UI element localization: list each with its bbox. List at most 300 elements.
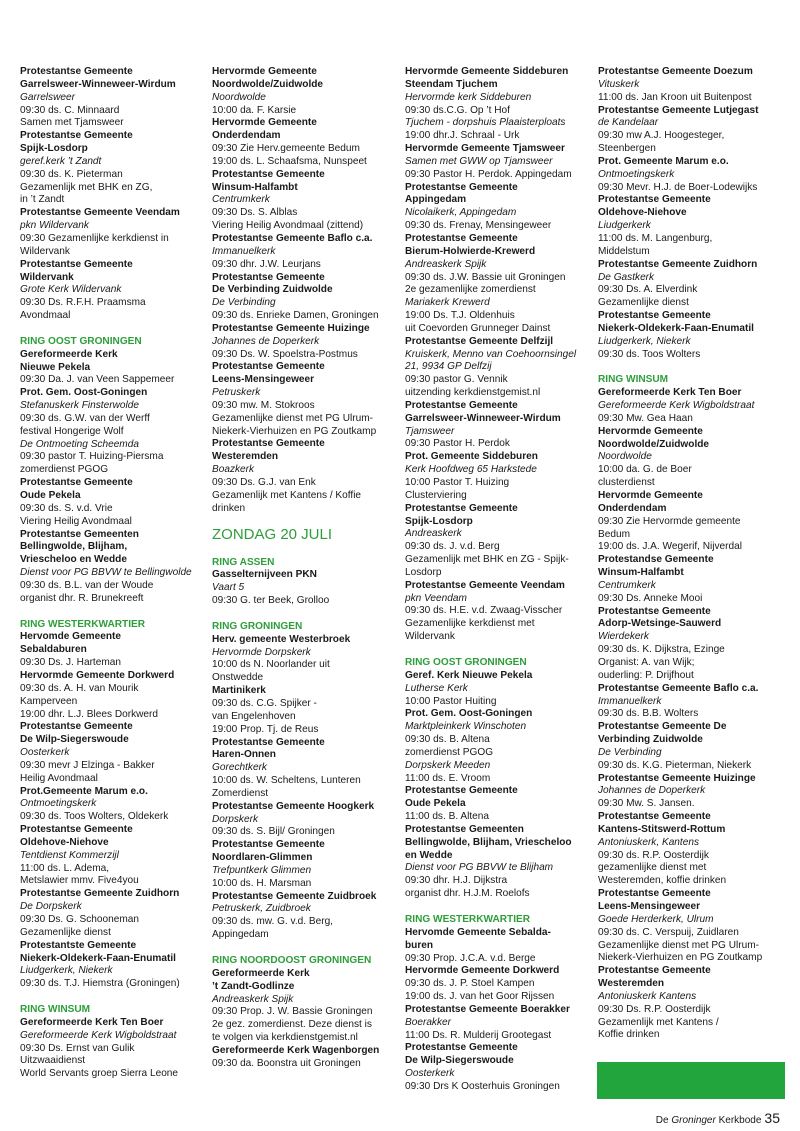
congregation-heading: Protestantse Gemeente	[20, 130, 133, 142]
text-line: Gezamenlijke dienst	[598, 297, 689, 309]
text-line: 09:30 ds. H.E. v.d. Zwaag-Visscher	[405, 605, 563, 617]
congregation-heading: Protestantse Gemeente	[405, 1042, 518, 1054]
text-line: 09:30 ds. K. Pieterman	[20, 168, 123, 180]
church-location: Goede Herderkerk, Ulrum	[598, 913, 714, 925]
congregation-heading: Garrelsweer-Winneweer-Wirdum	[405, 412, 561, 424]
text-line: Steenbergen	[598, 143, 656, 155]
text-line: 09:30 ds. K.G. Pieterman, Niekerk	[598, 759, 752, 771]
congregation-heading: Protestantse Gemeente	[598, 965, 711, 977]
text-line: 19:00 dhr.J. Schraal - Urk	[405, 130, 520, 142]
congregation-heading: buren	[405, 939, 434, 951]
congregation-heading: Protestantse Gemeente	[212, 361, 325, 373]
congregation-heading: Protestantse Gemeente	[405, 181, 518, 193]
text-line: 09:30 ds. T.J. Hiemstra (Groningen)	[20, 978, 180, 990]
congregation-heading: Wildervank	[20, 271, 74, 283]
congregation-heading: Hervormde Gemeente	[212, 117, 317, 129]
congregation-heading: Protestantse Gemeente	[212, 839, 325, 851]
congregation-heading: Protestantse Gemeente	[20, 477, 133, 489]
text-line: 09:30 ds. Toos Wolters, Oldekerk	[20, 811, 169, 823]
text-line: 19:00 ds. J.A. Wegerif, Nijverdal	[598, 541, 742, 553]
ring-heading: RING WESTERKWARTIER	[405, 914, 531, 925]
congregation-heading: Gereformeerde Kerk Wagenborgen	[212, 1044, 380, 1056]
text-line: 09:30 Ds. Anneke Mooi	[598, 592, 703, 604]
footer-suffix: Kerkbode	[715, 1115, 762, 1126]
text-line: 09:30 ds. Frenay, Mensingeweer	[405, 220, 552, 232]
text-line: 09:30 Ds. G. Schooneman	[20, 914, 139, 925]
church-location: Nicolaikerk, Appingedam	[405, 207, 517, 219]
congregation-heading: Onderdendam	[598, 502, 667, 514]
text-line: 10:00 da. G. de Boer	[598, 464, 692, 476]
text-line: 09:30 ds. B. Altena	[405, 734, 490, 746]
text-line: 09:30 pastor G. Vennik	[405, 374, 508, 386]
church-location: Antoniuskerk Kantens	[598, 990, 697, 1002]
congregation-heading: Onderdendam	[212, 130, 281, 142]
text-line: Wildervank	[20, 245, 70, 257]
church-location: Oosterkerk	[405, 1068, 455, 1080]
text-line: Samen met Tjamsweer	[20, 117, 124, 129]
church-location: Dienst voor PG BBVW te Bellingwolde	[20, 567, 192, 579]
text-line: 09:30 Gezamenlijke kerkdienst in	[20, 232, 169, 244]
text-line: Gezamenlijk met Kantens / Koffie	[212, 489, 362, 501]
text-line: Viering Heilig Avondmaal (zittend)	[212, 220, 364, 232]
church-location: Stefanuskerk Finsterwolde	[20, 400, 139, 412]
church-location: Liudgerkerk	[598, 220, 651, 232]
congregation-heading: Protestantste Gemeente	[20, 939, 137, 951]
green-decorative-box	[597, 1062, 785, 1099]
congregation-heading: Protestantse Gemeente	[405, 399, 518, 411]
congregation-heading: Westeremden	[212, 451, 279, 463]
text-line: gezamenlijke dienst met	[598, 862, 707, 874]
text-line: 09:30 ds. B.B. Wolters	[598, 708, 699, 720]
text-line: 09:30 dhr. J.W. Leurjans	[212, 258, 321, 270]
church-location: pkn Wildervank	[20, 220, 89, 232]
text-line: Gezamenlijke kerkdienst met	[405, 618, 535, 630]
congregation-heading: Hervormde Gemeente Dorkwerd	[20, 669, 175, 681]
congregation-heading: Protestantse Gemeenten	[20, 528, 139, 540]
church-location: Liudgerkerk, Niekerk	[20, 965, 113, 977]
congregation-heading: Protestantse Gemeente Huizinge	[598, 772, 756, 784]
church-location: Wierdekerk	[598, 631, 649, 643]
column-2	[212, 66, 394, 1071]
church-location: Garrelsweer	[20, 91, 75, 103]
church-location: Vituskerk	[598, 78, 640, 90]
congregation-heading: Hervomde Gemeente Sebalda-	[405, 926, 551, 938]
church-location: Trefpuntkerk Glimmen	[212, 864, 312, 876]
text-line: 09:30 ds. C.G. Spijker -	[212, 697, 317, 709]
congregation-heading: Oldehove-Niehove	[20, 836, 109, 848]
church-location: Dienst voor PG BBVW te Blijham	[405, 862, 554, 874]
congregation-heading: Protestantse Gemeente Veendam	[20, 207, 180, 219]
church-location: geref.kerk ’t Zandt	[20, 155, 102, 167]
congregation-heading: Martinikerk	[212, 685, 266, 697]
text-line: 10:00 da. F. Karsie	[212, 104, 297, 116]
congregation-heading: Protestantse Gemeente	[212, 736, 325, 748]
church-location: Grote Kerk Wildervank	[20, 284, 122, 296]
text-line: Bedum	[598, 528, 630, 540]
text-line: 09:30 ds. G.W. van der Werff	[20, 412, 150, 424]
church-location: De Dorpskerk	[20, 901, 82, 913]
congregation-heading: Gasselternijveen PKN	[212, 569, 317, 581]
text-line: 09:30 Ds. G.J. van Enk	[212, 477, 316, 488]
text-line: Onstwedde	[212, 672, 264, 684]
congregation-heading: Protestantse Gemeente Veendam	[405, 579, 565, 591]
congregation-heading: Hervormde Gemeente	[598, 490, 703, 501]
text-line: World Servants groep Sierra Leone	[20, 1068, 179, 1080]
text-line: 11:00 ds. L. Adema,	[20, 862, 110, 874]
text-line: Gezamenlijke dienst	[20, 926, 111, 938]
congregation-heading: Sebaldaburen	[20, 644, 87, 656]
congregation-heading: De Wilp-Siegerswoude	[20, 734, 129, 746]
congregation-heading: Herv. gemeente Westerbroek	[212, 633, 351, 645]
congregation-heading: Bierum-Holwierde-Krewerd	[405, 245, 536, 257]
text-line: 09:30 ds. J. v.d. Berg	[405, 541, 500, 553]
congregation-heading: Protestantse Gemeente	[598, 310, 711, 322]
text-line: zomerdienst PGOG	[405, 746, 494, 758]
congregation-heading: Prot.Gemeente Marum e.o.	[20, 785, 148, 797]
text-line: Gezamenlijk met Kantens /	[598, 1016, 719, 1028]
text-line: Viering Heilig Avondmaal	[20, 515, 132, 527]
congregation-heading: Protestantse Gemeente	[212, 271, 325, 283]
church-location: Antoniuskerk, Kantens	[598, 836, 699, 848]
church-location: Noordwolde	[598, 451, 652, 463]
congregation-heading: Winsum-Halfambt	[598, 567, 684, 579]
congregation-heading: Protestantse Gemeente Doezum	[598, 66, 753, 77]
text-line: Westeremden, koffie drinken	[598, 875, 727, 887]
text-line: 09:30 Ds. J. Harteman	[20, 657, 121, 669]
column-4	[598, 66, 782, 1042]
congregation-heading: Protestandse Gemeente	[598, 554, 714, 566]
text-line: 11:00 ds. E. Vroom	[405, 772, 491, 784]
congregation-heading: Niekerk-Oldekerk-Faan-Enumatil	[20, 952, 176, 964]
church-location: Noordwolde	[212, 91, 266, 103]
ring-heading: RING GRONINGEN	[212, 620, 303, 632]
congregation-heading: Protestantse Gemeente Zuidhorn	[20, 888, 180, 900]
congregation-heading: Bellingwolde, Blijham,	[20, 541, 128, 553]
church-location: Petruskerk, Zuidbroek	[212, 903, 311, 915]
church-location: Vaart 5	[212, 582, 245, 594]
congregation-heading: Protestantse Gemeente Huizinge	[212, 322, 370, 334]
church-location: Dorpskerk	[212, 813, 258, 825]
text-line: 09:30 Zie Hervormde gemeente	[598, 515, 741, 527]
text-line: Losdorp	[405, 566, 442, 578]
text-line: 10:00 Pastor Huiting	[405, 695, 497, 707]
congregation-heading: De Wilp-Siegerswoude	[405, 1055, 514, 1067]
text-line: 09:30 Da. J. van Veen Sappemeer	[20, 374, 175, 386]
page-footer	[656, 1110, 780, 1126]
ring-heading: RING WESTERKWARTIER	[20, 618, 146, 630]
congregation-heading: Protestantse Gemeente	[405, 232, 518, 244]
church-location: Centrumkerk	[212, 194, 270, 206]
church-location: Boerakker	[405, 1016, 452, 1028]
date-heading: ZONDAG 20 JULI	[212, 525, 333, 543]
church-location: Gereformeerde Kerk Wigboldstraat	[20, 1029, 177, 1041]
text-line: 10:00 ds. H. Marsman	[212, 877, 312, 889]
congregation-heading: Protestantse Gemeente Boerakker	[405, 1003, 570, 1015]
text-line: Metslawier mmv. Five4you	[20, 875, 139, 887]
text-line: 09:30 Pastor H. Perdok	[405, 438, 510, 450]
text-line: Organist: A. van Wijk;	[598, 656, 695, 668]
text-line: Avondmaal	[20, 310, 71, 322]
church-location: Ontmoetingskerk	[598, 168, 675, 180]
text-line: 11:00 Ds. R. Mulderij Grootegast	[405, 1029, 552, 1041]
congregation-heading: Protestantse Gemeente Baflo c.a.	[212, 232, 373, 244]
text-line: Wildervank	[405, 631, 455, 643]
church-location: Johannes de Doperkerk	[598, 785, 706, 797]
ring-heading: RING WINSUM	[20, 1004, 91, 1016]
text-line: 19:00 ds. J. van het Goor Rijssen	[405, 991, 555, 1003]
text-line: 19:00 dhr. L.J. Blees Dorkwerd	[20, 708, 159, 720]
church-location: Petruskerk	[212, 387, 261, 399]
text-line: 10:00 Pastor T. Huizing	[405, 477, 510, 488]
text-line: van Engelenhoven	[212, 710, 296, 722]
text-line: uitzending kerkdienstgemist.nl	[405, 387, 541, 399]
text-line: clusterdienst	[598, 477, 655, 489]
church-location: Kruiskerk, Menno van Coehoornsingel	[405, 348, 577, 360]
congregation-heading: Protestantse Gemeente	[598, 194, 711, 206]
congregation-heading: Gereformeerde Kerk	[212, 967, 310, 979]
text-line: 09:30 ds. C. Verspuij, Zuidlaren	[598, 926, 739, 938]
text-line: 09:30 Ds. R.F.H. Praamsma	[20, 297, 146, 309]
congregation-heading: Protestantse Gemeente	[20, 258, 133, 270]
text-line: 09:30 Ds. R.P. Oosterdijk	[598, 1003, 711, 1015]
congregation-heading: Protestantse Gemeenten	[405, 823, 524, 835]
text-line: Heilig Avondmaal	[20, 772, 98, 784]
text-line: 10:00 ds N. Noorlander uit	[212, 659, 330, 671]
text-line: 09:30 Zie Herv.gemeente Bedum	[212, 143, 360, 155]
text-line: zomerdienst PGOG	[20, 464, 109, 476]
text-line: 09:30 Ds. A. Elverdink	[598, 284, 698, 296]
text-line: Niekerk-Vierhuizen en PG Zoutkamp	[212, 425, 377, 437]
church-location: Liudgerkerk, Niekerk	[598, 335, 691, 347]
congregation-heading: Winsum-Halfambt	[212, 181, 298, 193]
text-line: 11:00 ds. B. Altena	[405, 811, 489, 823]
footer-prefix: De	[655, 1115, 672, 1126]
text-line: 09:30 ds. Enrieke Damen, Groningen	[212, 310, 379, 322]
congregation-heading: De Verbinding Zuidwolde	[212, 284, 333, 296]
congregation-heading: Spijk-Losdorp	[405, 515, 473, 527]
text-line: 2e gez. zomerdienst. Deze dienst is	[212, 1019, 372, 1031]
text-line: 09:30 Prop. J. W. Bassie Groningen	[212, 1006, 373, 1018]
text-line: 09:30 Ds. Ernst van Gulik	[20, 1042, 135, 1054]
congregation-heading: Appingedam	[405, 194, 467, 206]
page-number: 35	[764, 1110, 780, 1126]
text-line: 09:30 Prop. J.C.A. v.d. Berge	[405, 952, 536, 964]
ring-heading: RING NOORDOOST GRONINGEN	[212, 955, 372, 966]
church-location: Marktpleinkerk Winschoten	[405, 721, 527, 733]
congregation-heading: Leens-Mensingeweer	[598, 901, 701, 912]
text-line: 09:30 Mw. Gea Haan	[598, 412, 693, 424]
congregation-heading: Protestantse Gemeente	[20, 824, 133, 836]
church-location: Andreaskerk	[405, 528, 462, 540]
text-line: 19:00 ds. L. Schaafsma, Nunspeet	[212, 155, 367, 167]
text-line: 09:30 ds. A. H. van Mourik	[20, 682, 139, 694]
text-line: Gezamenlijke dienst met PG Ulrum-	[212, 412, 373, 424]
text-line: ouderling: P. Drijfhout	[598, 669, 694, 681]
congregation-heading: Gereformeerde Kerk Ten Boer	[20, 1016, 164, 1028]
text-line: Kamperveen	[20, 695, 78, 707]
ring-heading: RING OOST GRONINGEN	[20, 335, 142, 347]
congregation-heading: Noordwolde/Zuidwolde	[212, 78, 324, 90]
text-line: 11:00 ds. M. Langenburg,	[598, 232, 713, 244]
text-line: 09:30 Mw. S. Jansen.	[598, 798, 695, 810]
congregation-heading: Noordlaren-Glimmen	[212, 852, 313, 864]
congregation-heading: Protestantse Gemeente Hoogkerk	[212, 800, 375, 812]
text-line: 11:00 ds. Jan Kroon uit Buitenpost	[598, 91, 752, 103]
text-line: 09:30 pastor T. Huizing-Piersma	[20, 451, 164, 463]
church-location: Tjuchem - dorpshuis Plaaisterploats	[405, 117, 566, 129]
congregation-heading: Leens-Mensingeweer	[212, 374, 315, 386]
church-location: pkn Veendam	[405, 592, 467, 604]
congregation-heading: Protestantse Gemeente	[20, 66, 133, 77]
congregation-heading: Prot. Gemeente Siddeburen	[405, 451, 538, 463]
congregation-heading: ’t Zandt-Godlinze	[212, 980, 295, 992]
church-location: Centrumkerk	[598, 579, 656, 591]
congregation-heading: Prot. Gem. Oost-Goningen	[405, 708, 533, 720]
congregation-heading: Prot. Gem. Oost-Goningen	[20, 387, 148, 399]
congregation-heading: Garrelsweer-Winneweer-Wirdum	[20, 78, 176, 90]
congregation-heading: Oude Pekela	[20, 490, 81, 501]
congregation-heading: Protestantse Gemeente Zuidhorn	[598, 258, 758, 270]
text-line: organist dhr. H.J.M. Roelofs	[405, 888, 530, 900]
footer-title: Groninger	[671, 1115, 716, 1126]
text-line: 09:30 Pastor H. Perdok. Appingedam	[405, 168, 572, 180]
text-line: 2e gezamenlijke zomerdienst	[405, 284, 536, 296]
ring-heading: RING ASSEN	[212, 556, 275, 568]
church-location: De Gastkerk	[598, 271, 655, 283]
ring-heading: RING OOST GRONINGEN	[405, 656, 527, 668]
congregation-heading: Haren-Onnen	[212, 749, 276, 761]
congregation-heading: Hervormde Gemeente Dorkwerd	[405, 965, 560, 977]
text-line: Middelstum	[598, 245, 650, 257]
church-location: Johannes de Doperkerk	[212, 335, 320, 347]
congregation-heading: Oude Pekela	[405, 798, 466, 810]
text-line: 09:30 ds. R.P. Oosterdijk	[598, 849, 709, 861]
congregation-heading: Gereformeerde Kerk Ten Boer	[598, 387, 742, 399]
congregation-heading: Protestantse Gemeente	[405, 785, 518, 797]
church-location: Ontmoetingskerk	[20, 798, 97, 810]
congregation-heading: Protestantse Gemeente Delfzijl	[405, 335, 554, 347]
congregation-heading: Vriescheloo en Wedde	[20, 554, 127, 566]
church-location: Hervormde Dorpskerk	[212, 646, 311, 658]
church-location: Immanuelkerk	[598, 695, 662, 707]
column-1	[20, 66, 202, 1081]
text-line: uit Coevorden Grunneger Dainst	[405, 322, 551, 334]
text-line: 09:30 mw. M. Stokroos	[212, 399, 315, 411]
congregation-heading: Hervormde Gemeente Tjamsweer	[405, 143, 565, 155]
church-location: Lutherse Kerk	[405, 682, 468, 694]
church-location: de Kandelaar	[598, 117, 659, 129]
congregation-heading: Hervormde Gemeente	[598, 425, 703, 437]
text-line: Uitzwaaidienst	[20, 1055, 86, 1067]
congregation-heading: Protestantse Gemeente Zuidbroek	[212, 890, 377, 902]
text-line: drinken	[212, 502, 246, 514]
congregation-heading: Protestantse Gemeente	[405, 502, 518, 514]
church-location: Gereformeerde Kerk Wigboldstraat	[598, 400, 755, 412]
church-location: Hervormde kerk Siddeburen	[405, 91, 532, 103]
church-location: Mariakerk Krewerd	[405, 297, 490, 309]
congregation-heading: Hervomde Gemeente	[20, 631, 121, 643]
text-line: 09:30 ds. K. Dijkstra, Ezinge	[598, 644, 725, 656]
congregation-heading: Gereformeerde Kerk	[20, 348, 118, 360]
congregation-heading: Oldehove-Niehove	[598, 207, 687, 219]
text-line: Clusterviering	[405, 489, 467, 501]
text-line: 09:30 ds. S. v.d. Vrie	[20, 502, 113, 514]
text-line: 19:00 Ds. T.J. Oldenhuis	[405, 310, 515, 322]
congregation-heading: Protestantse Gemeente De	[598, 721, 727, 733]
church-location: De Verbinding	[598, 746, 662, 758]
congregation-heading: Adorp-Wetsinge-Sauwerd	[598, 618, 722, 630]
text-line: 09:30 ds. Toos Wolters	[598, 348, 701, 360]
text-line: 09:30 ds. C. Minnaard	[20, 104, 120, 116]
text-line: 09:30 ds. J. P. Stoel Kampen	[405, 978, 535, 990]
text-line: organist dhr. R. Brunekreeft	[20, 592, 144, 604]
text-line: 09:30 ds. mw. G. v.d. Berg,	[212, 916, 333, 928]
text-line: Niekerk-Vierhuizen en PG Zoutkamp	[598, 952, 763, 964]
congregation-heading: en Wedde	[405, 849, 453, 861]
congregation-heading: Prot. Gemeente Marum e.o.	[598, 155, 729, 167]
congregation-heading: Protestantse Gemeente	[598, 811, 711, 823]
congregation-heading: Bellingwolde, Blijham, Vriescheloo	[405, 836, 572, 848]
church-location: Samen met GWW op Tjamsweer	[405, 155, 553, 167]
text-line: 09:30 Ds. S. Alblas	[212, 207, 298, 219]
church-location: Gorechtkerk	[212, 762, 267, 774]
text-line: 09:30 Ds. W. Spoelstra-Postmus	[212, 348, 358, 360]
text-line: Zomerdienst	[212, 787, 269, 799]
text-line: 09:30 dhr. H.J. Dijkstra	[405, 875, 508, 887]
congregation-heading: Protestantse Gemeente Baflo c.a.	[598, 682, 759, 694]
text-line: 09:30 Drs K Oosterhuis Groningen	[405, 1080, 560, 1092]
text-line: 09:30 ds. J.W. Bassie uit Groningen	[405, 271, 566, 283]
church-location: Andreaskerk Spijk	[212, 993, 294, 1005]
text-line: 09:30 mevr J Elzinga - Bakker	[20, 759, 155, 771]
text-line: Appingedam	[212, 929, 269, 941]
text-line: in ’t Zandt	[20, 194, 65, 206]
text-line: 09:30 mw A.J. Hoogesteger,	[598, 130, 725, 142]
congregation-heading: Geref. Kerk Nieuwe Pekela	[405, 669, 533, 681]
text-line: Gezamenlijk met BHK en ZG - Spijk-	[405, 554, 569, 566]
congregation-heading: Westeremden	[598, 978, 665, 990]
congregation-heading: Noordwolde/Zuidwolde	[598, 438, 710, 450]
congregation-heading: Steendam Tjuchem	[405, 78, 498, 90]
church-location: Kerk Hoofdweg 65 Harkstede	[405, 464, 537, 476]
congregation-heading: Kantens-Stitswerd-Rottum	[598, 823, 726, 835]
congregation-heading: Protestantse Gemeente	[212, 168, 325, 180]
congregation-heading: Verbinding Zuidwolde	[598, 734, 703, 746]
text-line: Gezamenlijk met BHK en ZG,	[20, 181, 153, 193]
church-location: Immanuelkerk	[212, 245, 276, 257]
congregation-heading: Nieuwe Pekela	[20, 361, 91, 373]
church-location: 21, 9934 GP Delfzij	[405, 361, 492, 373]
text-line: 09:30 da. Boonstra uit Groningen	[212, 1057, 361, 1069]
church-location: Andreaskerk Spijk	[405, 258, 487, 270]
church-location: Oosterkerk	[20, 747, 70, 759]
text-line: 09:30 Mevr. H.J. de Boer-Lodewijks	[598, 181, 758, 193]
congregation-heading: Niekerk-Oldekerk-Faan-Enumatil	[598, 322, 754, 334]
congregation-heading: Protestantse Gemeente	[598, 888, 711, 900]
text-line: 09:30 G. ter Beek, Grolloo	[212, 595, 330, 607]
ring-heading: RING WINSUM	[598, 374, 669, 386]
text-line: 09:30 ds. B.L. van der Woude	[20, 579, 154, 591]
text-line: 10:00 ds. W. Scheltens, Lunteren	[212, 775, 361, 787]
text-line: 09:30 ds. S. Bijl/ Groningen	[212, 826, 335, 838]
text-line: 19:00 Prop. Tj. de Reus	[212, 723, 319, 735]
column-3	[405, 66, 589, 1094]
church-location: Boazkerk	[212, 464, 255, 476]
congregation-heading: Hervormde Gemeente Siddeburen	[405, 66, 569, 77]
church-location: Dorpskerk Meeden	[405, 759, 491, 771]
text-line: Gezamenlijke dienst met PG Ulrum-	[598, 939, 759, 951]
text-line: Koffie drinken	[598, 1029, 660, 1041]
